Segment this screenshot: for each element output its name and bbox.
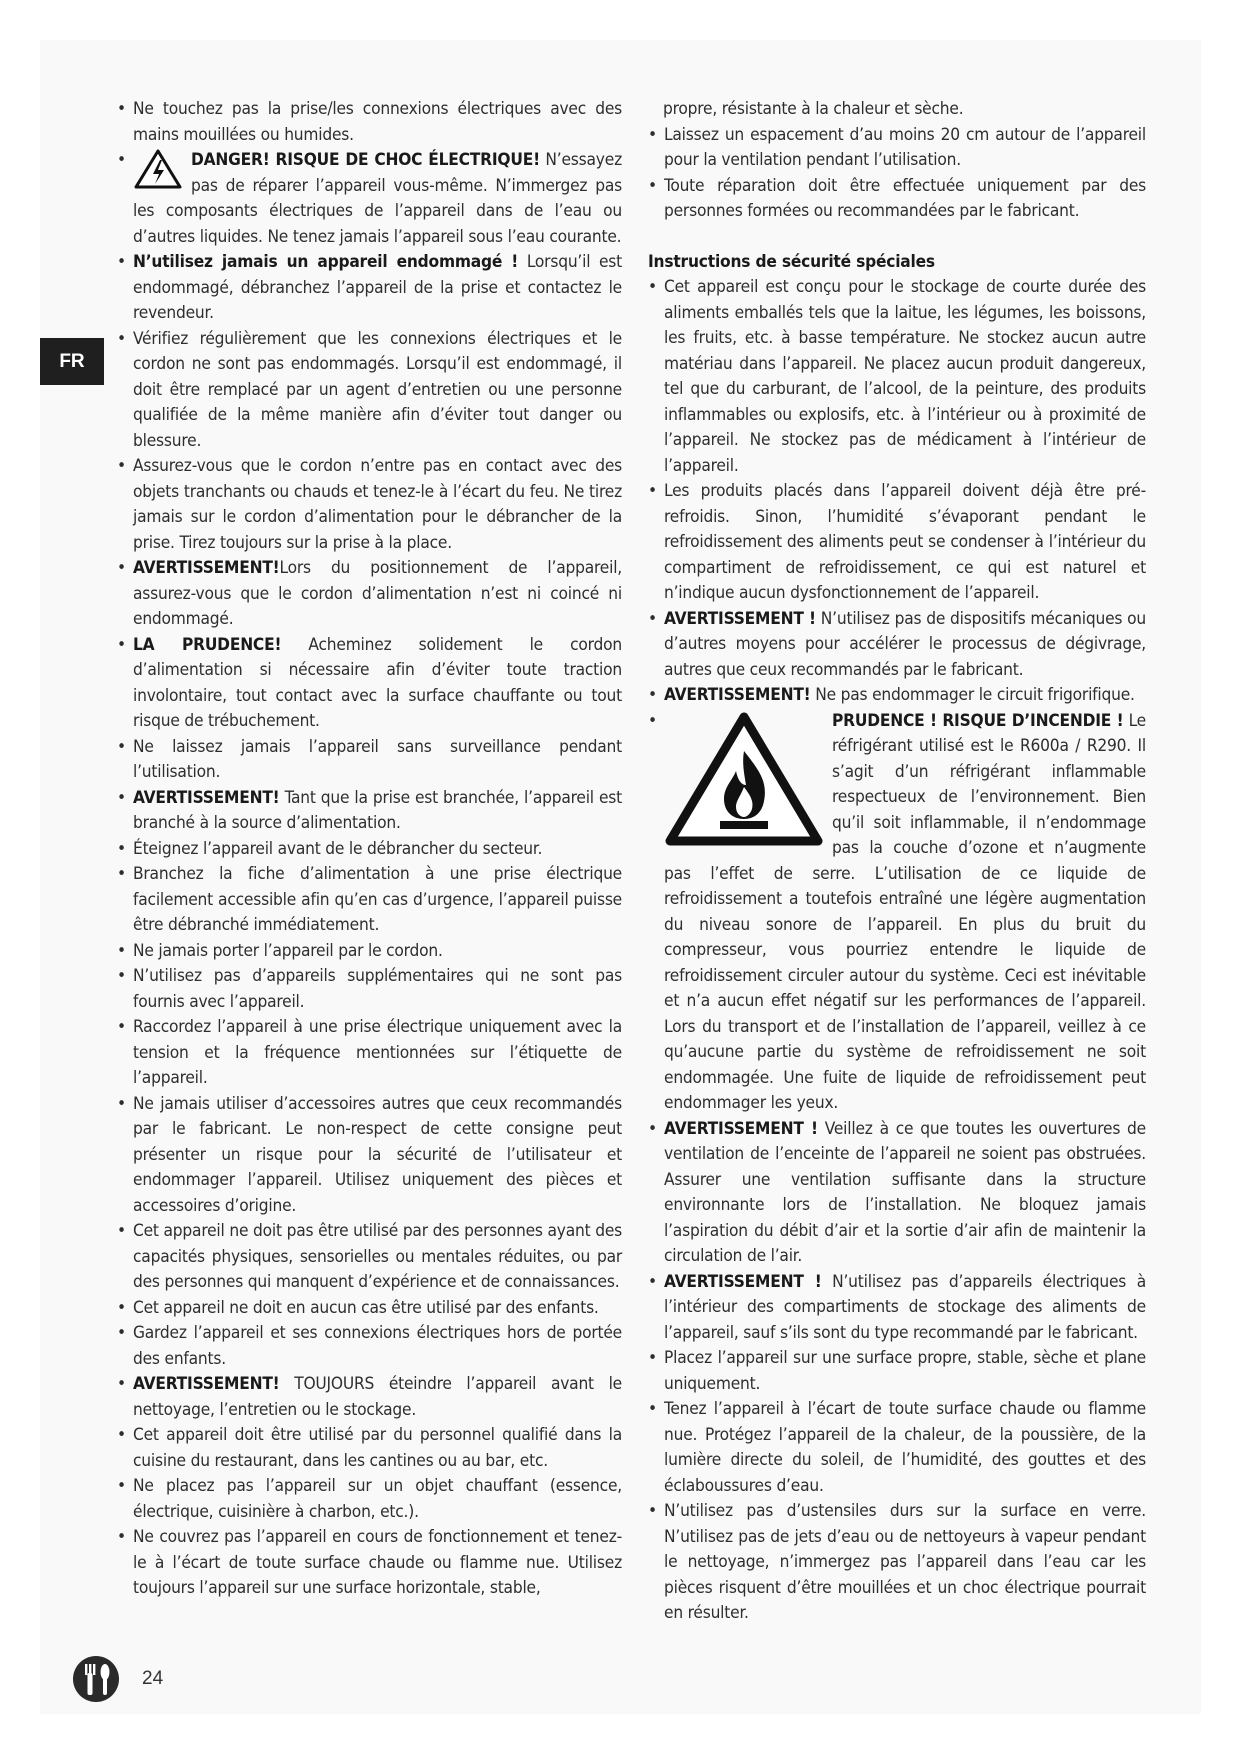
safety-item xyxy=(117,1321,622,1372)
item-text: Tant que la prise est branchée, l’appareil est branché à la source d’alimentation. xyxy=(133,787,622,833)
item-text: N’utilisez pas de dispositifs mécaniques ou d’autres moyens pour accélérer le processus de dégivrage, autres que ceux recommandés par le fabricant. xyxy=(664,608,1146,680)
bullet: • xyxy=(117,558,126,578)
warning-label: AVERTISSEMENT ! xyxy=(664,1271,822,1292)
bullet: • xyxy=(117,1425,126,1445)
fire-warning-label: PRUDENCE ! RISQUE D’INCENDIE ! Le réfrigérant utilisé est le R600a / R290. Il s’agit d’un réfrigérant inflammable respectueux de l’environnement. Bien qu’il soit inflammable, il n’endommage pas la couche d’ozone et n’augmente pas l’effet de serre. L’utilisation de ce liquide de refroidissement a toutefois entraîné une légère augmentation du niveau sonore de l’appareil. En plus du bruit du compresseur, vous pourriez entendre le liquide de refroidissement circuler autour du système. Ceci est inévitable et n’a aucun effet négatif sur les performances de l’appareil. Lors du transport et de l’installation de l’appareil, veillez à ce qu’aucune partie du système de refroidissement ne soit endommagée. Une fuite de liquide de refroidissement peut endommager les yeux. xyxy=(664,710,1146,1113)
bullet: • xyxy=(117,1017,126,1037)
warning-label: AVERTISSEMENT ! xyxy=(664,1118,818,1139)
bullet: • xyxy=(117,1374,126,1394)
item-text: Gardez l’appareil et ses connexions électriques hors de portée des enfants. xyxy=(133,1323,622,1369)
item-text: N’utilisez pas d’ustensiles durs sur la surface en verre. N’utilisez pas de jets d’eau ou de nettoyeurs à vapeur pendant le nettoyage, n’immergez pas l’appareil dans l’eau car les pièces risquent d’être mouillées et un choc électrique pourrait en résulter. xyxy=(664,1501,1146,1623)
safety-item xyxy=(117,633,622,735)
safety-item xyxy=(117,1372,622,1423)
item-text: Ne jamais utiliser d’accessoires autres que ceux recommandés par le fabricant. Le non-respect de cette consigne peut présenter un risque pour la sécurité de l’utilisateur et endommager l’appareil. Utilisez uniquement des pièces et accessoires d’origine. xyxy=(133,1093,622,1216)
bullet: • xyxy=(117,99,126,119)
bullet: • xyxy=(117,1527,126,1547)
special-safety-item xyxy=(648,1117,1146,1270)
bullet: • xyxy=(648,1501,657,1521)
bullet: • xyxy=(117,966,126,986)
bullet: • xyxy=(648,1348,657,1368)
language-tab: FR xyxy=(40,338,104,385)
item-text: Ne couvrez pas l’appareil en cours de fonctionnement et tenez-le à l’écart de toute surface chaude ou flamme nue. Utilisez toujours l’appareil sur une surface horizontale, stable, xyxy=(133,1527,622,1598)
bullet: • xyxy=(648,710,657,731)
fire-warning-item xyxy=(648,709,1146,1117)
warning-label: AVERTISSEMENT! xyxy=(133,1374,280,1394)
item-text: Placez l’appareil sur une surface propre, stable, sèche et plane uniquement. xyxy=(664,1348,1146,1394)
safety-item xyxy=(117,1296,622,1322)
bullet: • xyxy=(648,277,657,297)
special-safety-item xyxy=(648,1499,1146,1627)
safety-item xyxy=(117,964,622,1015)
item-text: Cet appareil est conçu pour le stockage de courte durée des aliments emballés tels que la laitue, les légumes, les boissons, les fruits, etc. à basse température. Ne stockez aucun autre matériau dans l’appareil. Ne placez aucun produit dangereux, tel que du carburant, de l’alcool, de la peinture, des produits inflammables ou explosifs, etc. à l’intérieur ou à proximité de l’appareil. Ne stockez pas de médicament à l’intérieur de l’appareil. xyxy=(664,277,1146,476)
warning-label: N’utilisez jamais un appareil endommagé ! xyxy=(133,252,519,272)
safety-item xyxy=(117,327,622,455)
section-heading: Instructions de sécurité spéciales xyxy=(648,251,935,272)
special-safety-item xyxy=(648,479,1146,607)
safety-item xyxy=(117,1474,622,1525)
special-safety-item xyxy=(648,1346,1146,1397)
safety-item xyxy=(117,1423,622,1474)
item-text: Toute réparation doit être effectuée uniquement par des personnes formées ou recommandées par le fabricant. xyxy=(664,175,1146,221)
cutlery-logo-icon xyxy=(72,1655,120,1703)
bullet: • xyxy=(117,1323,126,1343)
bullet: • xyxy=(117,940,126,961)
item-text: Éteignez l’appareil avant de le débrancher du secteur. xyxy=(133,838,543,859)
safety-item xyxy=(117,454,622,556)
electric-shock-warning-icon xyxy=(133,148,183,199)
item-text: N’essayez pas de réparer l’appareil vous-même. N’immergez pas les composants électriques de l’appareil dans de l’eau ou d’autres liquides. Ne tenez jamais l’appareil sous l’eau courante. xyxy=(133,150,622,247)
special-safety-item xyxy=(648,1397,1146,1499)
right-column xyxy=(648,97,1146,1627)
item-text: Branchez la fiche d’alimentation à une prise électrique facilement accessible afin qu’en cas d’urgence, l’appareil puisse être débranché immédiatement. xyxy=(133,864,622,935)
bullet: • xyxy=(648,175,657,196)
item-text: Ne pas endommager le circuit frigorifique. xyxy=(810,685,1135,705)
left-column xyxy=(117,97,622,1602)
special-safety-item xyxy=(648,683,1146,709)
bullet: • xyxy=(648,685,657,705)
special-safety-item xyxy=(648,275,1146,479)
item-text: Ne laissez jamais l’appareil sans surveillance pendant l’utilisation. xyxy=(133,736,622,782)
bullet: • xyxy=(117,787,126,808)
safety-item xyxy=(117,148,622,250)
item-text: Cet appareil ne doit pas être utilisé par des personnes ayant des capacités physiques, sensorielles ou mentales réduites, ou par des personnes qui manquent d’expérience et de connaissances. xyxy=(133,1221,622,1292)
safety-item xyxy=(117,939,622,965)
warning-label: AVERTISSEMENT ! xyxy=(664,608,816,629)
item-text: N’utilisez pas d’appareils électriques à l’intérieur des compartiments de stockage des aliments de l’appareil, sauf s’ils sont du type recommandé par le fabricant. xyxy=(664,1271,1146,1343)
bullet: • xyxy=(117,456,126,476)
item-text: N’utilisez pas d’appareils supplémentaires qui ne sont pas fournis avec l’appareil. xyxy=(133,966,622,1012)
safety-item xyxy=(648,97,1146,123)
bullet: • xyxy=(117,1297,126,1318)
safety-item xyxy=(117,556,622,633)
special-safety-item xyxy=(648,1270,1146,1347)
safety-item xyxy=(117,250,622,327)
safety-item xyxy=(117,1525,622,1602)
item-text: Lors du positionnement de l’appareil, assurez-vous que le cordon d’alimentation n’est ni coincé ni endommagé. xyxy=(133,558,622,629)
safety-item xyxy=(117,735,622,786)
bullet: • xyxy=(117,634,126,655)
item-text: Lorsqu’il est endommagé, débranchez l’appareil de la prise et contactez le revendeur. xyxy=(133,252,622,323)
bullet: • xyxy=(117,838,126,859)
item-text: Laissez un espacement d’au moins 20 cm autour de l’appareil pour la ventilation pendant l’utilisation. xyxy=(664,124,1146,170)
safety-item xyxy=(117,862,622,939)
warning-label: DANGER! RISQUE DE CHOC ÉLECTRIQUE! xyxy=(191,150,540,170)
item-text: Tenez l’appareil à l’écart de toute surface chaude ou flamme nue. Protégez l’appareil de la chaleur, de la poussière, de la lumière directe du soleil, de l’humidité, des gouttes et des éclaboussures d’eau. xyxy=(664,1399,1146,1496)
fire-hazard-icon xyxy=(664,711,824,847)
safety-item xyxy=(117,97,622,148)
special-safety-item xyxy=(648,607,1146,684)
safety-item xyxy=(117,1092,622,1220)
safety-item xyxy=(648,174,1146,225)
item-text: Raccordez l’appareil à une prise électrique uniquement avec la tension et la fréquence mentionnées sur l’étiquette de l’appareil. xyxy=(133,1017,622,1088)
item-text: propre, résistante à la chaleur et sèche. xyxy=(663,99,964,119)
warning-label: AVERTISSEMENT! xyxy=(664,685,811,705)
bullet: • xyxy=(117,1476,126,1496)
bullet: • xyxy=(117,1093,126,1114)
bullet: • xyxy=(117,864,126,884)
bullet: • xyxy=(648,481,657,501)
item-text: Ne placez pas l’appareil sur un objet chauffant (essence, électrique, cuisinière à charbon, etc.). xyxy=(133,1476,622,1522)
bullet: • xyxy=(117,736,126,757)
item-text: Assurez-vous que le cordon n’entre pas en contact avec des objets tranchants ou chauds et tenez-le à l’écart du feu. Ne tirez jamais sur le cordon d’alimentation pour le débrancher de la prise. Tirez toujours sur la prise à la place. xyxy=(133,456,622,553)
item-text: Cet appareil ne doit en aucun cas être utilisé par des enfants. xyxy=(133,1297,599,1318)
safety-item xyxy=(117,786,622,837)
item-text: Les produits placés dans l’appareil doivent déjà être pré-refroidis. Sinon, l’humidité s’évaporant pendant le refroidissement des aliments peut se condenser à l’intérieur du compartiment de refroidissement, ce qui est naturel et n’indique aucun dysfonctionnement de l’appareil. xyxy=(664,481,1146,603)
page-number: 24 xyxy=(142,1668,164,1689)
safety-item xyxy=(648,123,1146,174)
bullet: • xyxy=(117,150,126,170)
item-text: Vérifiez régulièrement que les connexions électriques et le cordon ne sont pas endommagés. Lorsqu’il est endommagé, il doit être remplacé par un agent d’entretien ou une personne qualifiée de la même manière afin d’éviter tout danger ou blessure. xyxy=(133,328,622,451)
item-text: Ne jamais porter l’appareil par le cordon. xyxy=(133,940,443,961)
safety-item xyxy=(117,1015,622,1092)
bullet: • xyxy=(648,124,657,145)
item-text: Cet appareil doit être utilisé par du personnel qualifié dans la cuisine du restaurant, dans les cantines ou au bar, etc. xyxy=(133,1425,622,1471)
item-text: TOUJOURS éteindre l’appareil avant le nettoyage, l’entretien ou le stockage. xyxy=(133,1374,622,1420)
item-text: Acheminez solidement le cordon d’alimentation si nécessaire afin d’éviter toute traction involontaire, tout contact avec la surface chauffante ou tout risque de trébuchement. xyxy=(133,634,622,731)
bullet: • xyxy=(117,252,126,272)
item-text: Ne touchez pas la prise/les connexions électriques avec des mains mouillées ou humides. xyxy=(133,99,622,145)
bullet: • xyxy=(648,1271,657,1292)
bullet: • xyxy=(117,328,126,349)
warning-label: AVERTISSEMENT! xyxy=(133,787,280,808)
bullet: • xyxy=(117,1221,126,1241)
warning-label: AVERTISSEMENT! xyxy=(133,558,280,578)
bullet: • xyxy=(648,608,657,629)
warning-label: LA PRUDENCE! xyxy=(133,634,282,655)
bullet: • xyxy=(648,1399,657,1419)
item-text: Veillez à ce que toutes les ouvertures de ventilation de l’enceinte de l’appareil ne soient pas obstruées. Assurer une ventilation suffisante dans la structure environnante lors de l’installation. Ne bloquez jamais l’aspiration du débit d’air et la sortie d’air afin de maintenir la circulation de l’air. xyxy=(664,1118,1146,1266)
safety-item xyxy=(117,837,622,863)
safety-item xyxy=(117,1219,622,1296)
bullet: • xyxy=(648,1118,657,1139)
